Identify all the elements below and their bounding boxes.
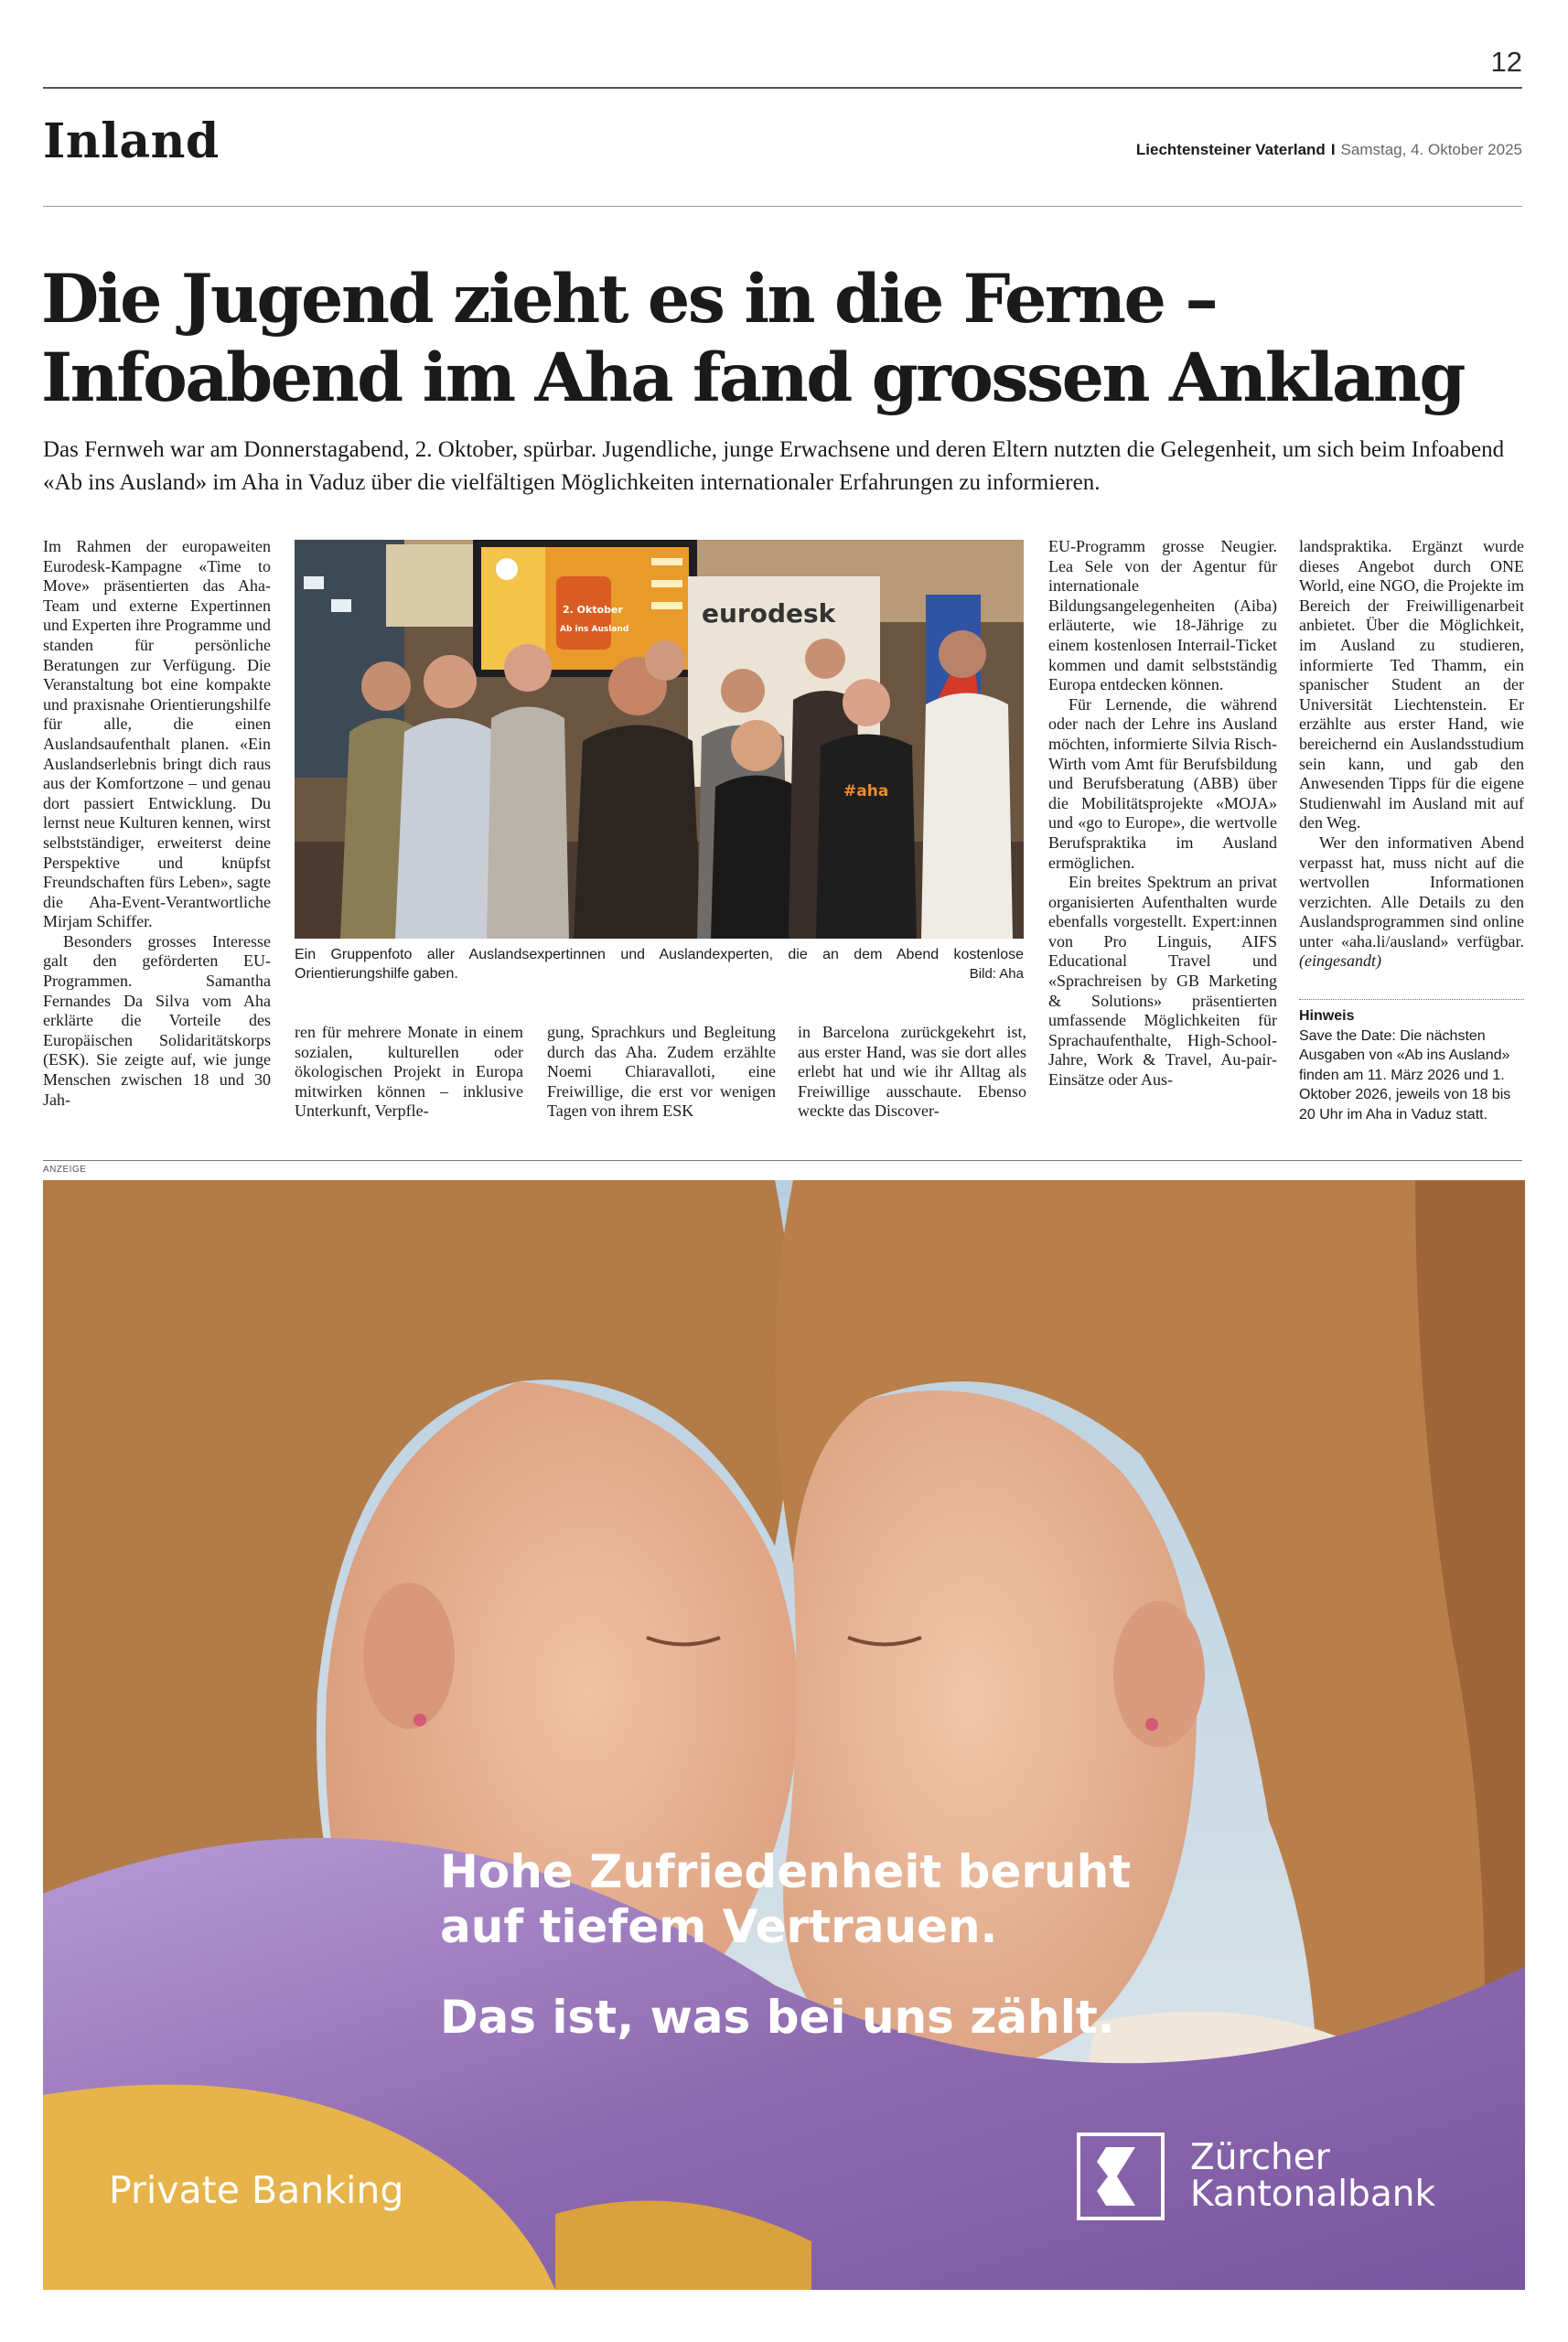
paragraph: Ein breites Spektrum an privat organisierten Aufenthalten wurde ebenfalls vorgestellt. Expert:innen von Pro Linguis, AIFS Educational Travel und «Sprachreisen by GB Marketing & Solutions» präsentierten umfassende Möglichkeiten für Sprachaufenthalte, High-School-Jahre, Work & Travel, Au-pair-Einsätze oder Aus- <box>1048 873 1277 1090</box>
paragraph: EU-Programm grosse Neugier. Lea Sele von der Agentur für internationale Bildungsangelegenheiten (Aiba) erläuterte, wie 18-Jährige zu einem kostenlosen Interrail-Ticket kommen und damit selbstständig Europa entdecken können. <box>1048 537 1277 694</box>
group-photo-image <box>295 540 1024 939</box>
advertisement[interactable] <box>43 1180 1525 2290</box>
paragraph: ren für mehrere Monate in einem sozialen, kulturellen oder ökologischen Projekt in Europa mitwirken können – inklusive Unterkunft, Verpfle- <box>295 1023 523 1121</box>
closing-text: Wer den informativen Abend verpasst hat, muss nicht auf die wertvollen Informationen verzichten. Alle Details zu den Auslandsprogrammen sind online unter «aha.li/ausland» verfügbar. <box>1299 833 1524 951</box>
ad-label: ANZEIGE <box>43 1165 87 1175</box>
paragraph: in Barcelona zurückgekehrt ist, aus erster Hand, was sie dort alles erlebt hat und wie ihr Alltag als Freiwillige ausschaute. Ebenso weckte das Discover- <box>798 1023 1026 1121</box>
paragraph: Für Lernende, die während oder nach der Lehre ins Ausland möchten, informierte Silvia Risch-Wirth vom Amt für Berufsbildung und Berufsberatung (ABB) über die Mobilitätsprojekte «MOJA» und «go to Europe», die wertvolle Berufspraktika im Ausland ermöglichen. <box>1048 694 1277 872</box>
paragraph: Besonders grosses Interesse galt den geförderten EU-Programmen. Samantha Fernandes Da Silva vom Aha erklärte die Vorteile des Europäischen Solidaritätskorps (ESK). Sie zeigte auf, wie junge Menschen zwischen 18 und 30 Jah- <box>43 931 271 1109</box>
info-note <box>1299 1006 1524 1124</box>
article-column-6 <box>1299 537 1524 1031</box>
article-lead: Das Fernweh war am Donnerstagabend, 2. Oktober, spürbar. Jugendliche, junge Erwachsene und deren Eltern nutzten die Gelegenheit, um sich beim Infoabend «Ab ins Ausland» im Aha in Vaduz über die vielfältigen Möglichkeiten internationaler Erfahrungen zu informieren. <box>43 437 1505 495</box>
article-column-5 <box>1048 537 1277 1132</box>
zkb-key-icon <box>1077 2133 1165 2220</box>
paragraph <box>1299 833 1524 972</box>
newspaper-name: Liechtensteiner Vaterland <box>1135 141 1326 158</box>
article-headline <box>41 260 1523 417</box>
ad-divider <box>43 1160 1522 1161</box>
ad-slogan-line-3: Das ist, was bei uns zählt. <box>440 1991 1115 2044</box>
note-text: Save the Date: Die nächsten Ausgaben von «Ab ins Ausland» finden am 11. März 2026 und 1. Oktober 2026, jeweils von 18 bis 20 Uhr im Aha in Vaduz statt. <box>1299 1027 1511 1123</box>
zkb-key-icon-graphic <box>1080 2136 1161 2217</box>
ad-slogan <box>440 1844 1131 2045</box>
note-title: Hinweis <box>1299 1008 1355 1024</box>
bank-name-line-2: Kantonalbank <box>1190 2174 1436 2215</box>
shirt-print-text: #aha <box>843 782 889 800</box>
headline-line-2: Infoabend im Aha fand grossen Anklang <box>41 338 1464 417</box>
article-column-4 <box>798 1023 1026 1133</box>
header-divider <box>43 206 1522 207</box>
issue-date: Samstag, 4. Oktober 2025 <box>1340 141 1522 158</box>
paragraph: landspraktika. Ergänzt wurde dieses Angebot durch ONE World, eine NGO, die Projekte im Bereich der Freiwilligenarbeit anbietet. Über die Möglichkeit, im Ausland zu studieren, informierte Ted Thamm, ein spanischer Student an der Universität Liechtenstein. Er erzählte aus erster Hand, wie bereichernd ein Auslandsstudium sein kann, und gab den Anwesenden Tipps für die eigene Studienwahl im Ausland mit auf den Weg. <box>1299 537 1524 833</box>
article-column-2 <box>295 1023 523 1133</box>
ad-slogan-line-2: auf tiefem Vertrauen. <box>440 1900 998 1953</box>
ad-slogan-line-1: Hohe Zufriedenheit beruht <box>440 1845 1132 1898</box>
article-column-1 <box>43 537 271 1132</box>
page-number: 12 <box>1490 46 1522 78</box>
masthead-separator: I <box>1330 141 1336 158</box>
group-photo <box>295 540 1024 939</box>
note-divider <box>1299 999 1524 1000</box>
bank-logo[interactable] <box>1077 2133 1435 2220</box>
top-divider <box>43 87 1522 89</box>
bank-name <box>1190 2137 1436 2215</box>
paragraph: gung, Sprachkurs und Begleitung durch das Aha. Zudem erzählte Noemi Chiaravalloti, eine Freiwillige, die erst vor wenigen Tagen von ihrem ESK <box>547 1023 776 1121</box>
eurodesk-banner-text: eurodesk <box>702 598 836 628</box>
article-column-3 <box>547 1023 776 1133</box>
masthead <box>1136 141 1522 159</box>
headline-line-1: Die Jugend zieht es in die Ferne – <box>41 260 1217 338</box>
source-signature: (eingesandt) <box>1299 951 1381 971</box>
bank-name-line-1: Zürcher <box>1190 2137 1330 2178</box>
ad-product-label: Private Banking <box>109 2168 404 2212</box>
screen-date-text: 2. Oktober <box>563 604 623 616</box>
ad-image <box>43 1180 1525 2290</box>
section-title: Inland <box>43 113 220 169</box>
photo-caption: Ein Gruppenfoto aller Auslandsexpertinnen und Auslandexperten, die an dem Abend kostenlose Orientierungshilfe gaben. <box>295 947 1024 982</box>
photo-credit: Bild: Aha <box>969 966 1024 982</box>
paragraph: Im Rahmen der europaweiten Eurodesk-Kampagne «Time to Move» präsentierten das Aha-Team und externe Expertinnen und Experten ihre Programme und standen für persönliche Beratungen zur Verfügung. Die Veranstaltung bot eine kompakte und praxisnahe Orientierungshilfe für alle, die einen Auslandsaufenthalt planen. «Ein Auslandserlebnis bringt dich raus aus der Komfortzone – und genau dort passiert Entwicklung. Du lernst neue Kulturen kennen, wirst selbstständiger, erweiterst deine Perspektive und knüpfst Freundschaften fürs Leben», sagte die Aha-Event-Verantwortliche Mirjam Schiffer. <box>43 537 271 931</box>
screen-title-text: Ab ins Ausland <box>560 625 629 634</box>
